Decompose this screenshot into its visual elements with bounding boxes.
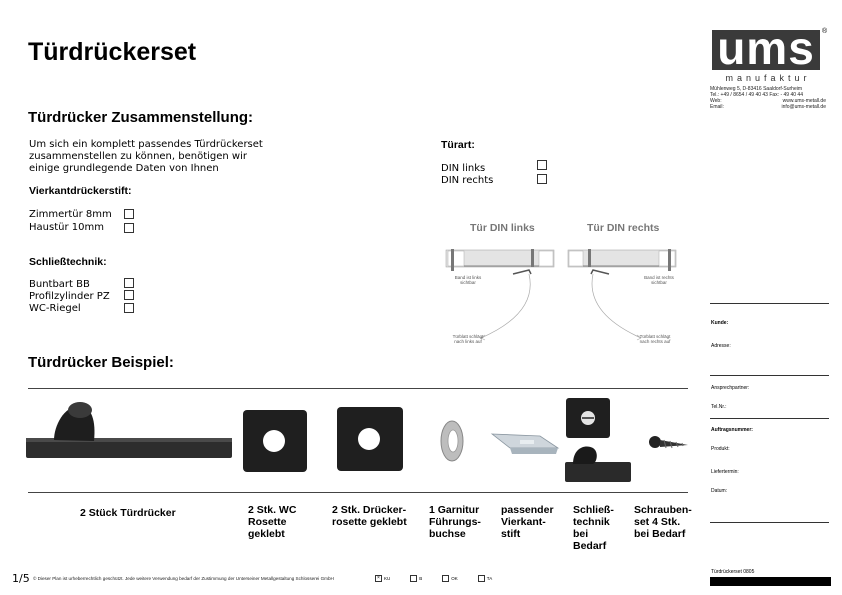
footer-check-ok[interactable]: OK: [442, 575, 458, 582]
option-din-rechts: DIN rechts: [441, 175, 494, 186]
divider-top: [28, 388, 688, 389]
checkbox-haustuer[interactable]: [124, 223, 134, 233]
caption-wc-rosette: 2 Stk. WC Rosette geklebt: [248, 504, 297, 540]
footer-check-ta[interactable]: TA: [478, 575, 492, 582]
unchecked-icon: [442, 575, 449, 582]
checkbox-buntbart[interactable]: [124, 278, 134, 288]
guide-bushing-image: [438, 419, 466, 463]
field-liefertermin[interactable]: Liefertermin:: [711, 469, 739, 475]
checkbox-profilzylinder[interactable]: [124, 290, 134, 300]
checkbox-din-rechts[interactable]: [537, 174, 547, 184]
page-title: Türdrückerset: [28, 38, 197, 66]
field-produkt[interactable]: Produkt:: [711, 446, 730, 452]
option-wc-riegel: WC-Riegel: [29, 303, 81, 314]
unchecked-icon: [478, 575, 485, 582]
checked-icon: ×: [375, 575, 382, 582]
logo-subtitle: manufaktur: [725, 73, 811, 83]
handle-rosette-image: [336, 406, 404, 472]
form-line-address: [710, 375, 829, 376]
form-line-tel: [710, 418, 829, 419]
caption-square-pin: passender Vierkant- stift: [501, 504, 554, 540]
diagram-left-swing: Türblatt schlägt nach links auf: [452, 334, 484, 344]
page-number: 1/5: [12, 572, 30, 585]
field-datum[interactable]: Datum:: [711, 488, 728, 494]
field-kunde[interactable]: Kunde:: [711, 320, 729, 326]
lock-technique-image: [563, 396, 633, 486]
ums-logo: ums ® manufaktur Mühlenweg 5, D-83416 Saaldorf-Surheim Tel.: +49 / 8654 / 49 40 43 Fax: - 49 40 44 Web: www.ums-metall.de Email: info@ums-metall.de: [710, 26, 830, 116]
form-line-top: [710, 303, 829, 304]
door-heading: Türart:: [441, 139, 475, 151]
doc-id: Türdrückerset 0805: [711, 569, 755, 575]
form-line-bottom: [710, 522, 829, 523]
logo-web[interactable]: www.ums-metall.de: [782, 98, 826, 104]
footer-check-b[interactable]: B: [410, 575, 422, 582]
square-pin-image: [490, 426, 560, 458]
caption-handle-rosette: 2 Stk. Drücker- rosette geklebt: [332, 504, 407, 528]
screw-set-image: [648, 433, 692, 455]
option-din-links: DIN links: [441, 163, 486, 174]
svg-text:ums: ums: [717, 26, 815, 72]
lock-heading: Schließtechnik:: [29, 256, 107, 268]
diagram-right-band: Band ist rechts sichtbar: [644, 275, 674, 285]
diagram-left-band: Band ist links sichtbar: [454, 275, 482, 285]
diagram-left-title: Tür DIN links: [470, 222, 535, 234]
example-heading: Türdrücker Beispiel:: [28, 354, 174, 371]
assembly-intro: Um sich ein komplett passendes Türdrückerset zusammenstellen zu können, benötigen wir einige grundlegende Daten von Ihnen: [29, 139, 263, 174]
option-zimmertuer: Zimmertür 8mm: [29, 209, 112, 220]
field-auftragsnummer[interactable]: Auftragsnummer:: [711, 427, 753, 433]
diagram-right-title: Tür DIN rechts: [587, 222, 660, 234]
ums-logo-mark: [710, 26, 822, 72]
assembly-heading: Türdrücker Zusammenstellung:: [28, 109, 254, 126]
option-haustuer: Haustür 10mm: [29, 222, 104, 233]
wc-rosette-image: [242, 409, 308, 473]
option-profilzylinder: Profilzylinder PZ: [29, 291, 110, 302]
field-ansprechpartner[interactable]: Ansprechpartner:: [711, 385, 750, 391]
unchecked-icon: [410, 575, 417, 582]
door-handle-image: [24, 396, 234, 466]
logo-email[interactable]: info@ums-metall.de: [781, 104, 826, 110]
caption-screw-set: Schrauben- set 4 Stk. bei Bedarf: [634, 504, 692, 540]
copyright-notice: © Dieser Plan ist urheberrechtlich geschützt. Jede weitere Verwendung bedarf der Zustimmung der Unterseiner Metallgestaltung Schlosserei GmbH: [33, 576, 334, 581]
footer-checks: [375, 575, 492, 582]
footer-check-ku[interactable]: × KU: [375, 575, 390, 582]
field-telnr[interactable]: Tel.Nr.:: [711, 404, 727, 410]
checkbox-wc-riegel[interactable]: [124, 303, 134, 313]
logo-address: Mühlenweg 5, D-83416 Saaldorf-Surheim: [710, 86, 802, 92]
logo-phone: Tel.: +49 / 8654 / 49 40 43 Fax: - 49 40 44: [710, 92, 803, 98]
caption-door-handles: 2 Stück Türdrücker: [80, 507, 176, 519]
option-buntbart: Buntbart BB: [29, 279, 90, 290]
divider-bottom: [28, 492, 688, 493]
caption-lock-technique: Schließ- technik bei Bedarf: [573, 504, 614, 552]
caption-guide-bushing: 1 Garnitur Führungs- buchse: [429, 504, 481, 540]
field-adresse[interactable]: Adresse:: [711, 343, 731, 349]
door-diagram: [443, 218, 683, 350]
diagram-right-swing: Türblatt schlägt nach rechts auf: [639, 334, 671, 344]
checkbox-din-links[interactable]: [537, 160, 547, 170]
footer-bar: [710, 577, 831, 586]
square-heading: Vierkantdrückerstift:: [29, 185, 132, 197]
checkbox-zimmertuer[interactable]: [124, 209, 134, 219]
